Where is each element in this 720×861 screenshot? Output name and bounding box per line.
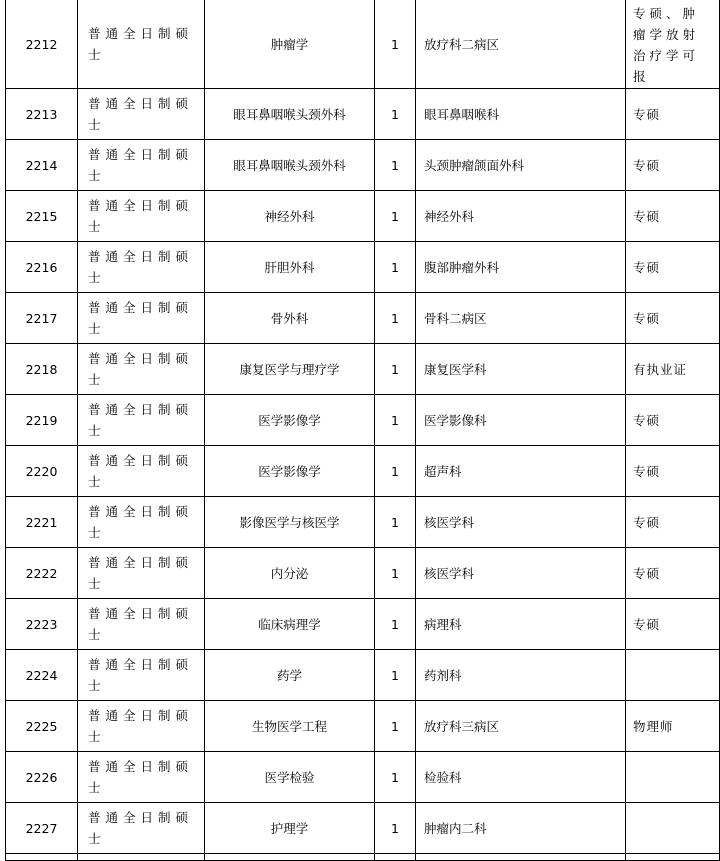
department-cell: 骨科二病区 [416, 293, 626, 344]
code-cell: 2221 [6, 497, 78, 548]
table-body [6, 0, 720, 861]
code-cell: 2214 [6, 140, 78, 191]
major-cell: 影像医学与核医学 [205, 497, 375, 548]
empty-cell [78, 854, 205, 861]
count-cell: 1 [375, 140, 416, 191]
study-type-cell: 普通全日制硕士 [78, 293, 205, 344]
note-cell: 专硕 [626, 293, 720, 344]
code-cell: 2225 [6, 701, 78, 752]
code-cell: 2217 [6, 293, 78, 344]
major-cell: 医学影像学 [205, 446, 375, 497]
note-cell: 专硕 [626, 89, 720, 140]
count-cell: 1 [375, 752, 416, 803]
table-row [6, 497, 720, 548]
count-cell: 1 [375, 650, 416, 701]
count-cell: 1 [375, 701, 416, 752]
study-type-cell: 普通全日制硕士 [78, 752, 205, 803]
major-cell: 肿瘤学 [205, 0, 375, 89]
major-cell: 眼耳鼻咽喉头颈外科 [205, 140, 375, 191]
major-cell: 骨外科 [205, 293, 375, 344]
department-cell: 头颈肿瘤颌面外科 [416, 140, 626, 191]
table-row [6, 548, 720, 599]
count-cell: 1 [375, 497, 416, 548]
study-type-cell: 普通全日制硕士 [78, 140, 205, 191]
count-cell: 1 [375, 803, 416, 854]
code-cell: 2218 [6, 344, 78, 395]
note-cell: 专硕、肿瘤学放射治疗学可报 [626, 0, 720, 89]
empty-cell [416, 854, 626, 861]
department-cell: 医学影像科 [416, 395, 626, 446]
study-type-cell: 普通全日制硕士 [78, 242, 205, 293]
department-cell: 康复医学科 [416, 344, 626, 395]
table-row [6, 650, 720, 701]
note-cell [626, 650, 720, 701]
major-cell: 神经外科 [205, 191, 375, 242]
department-cell: 眼耳鼻咽喉科 [416, 89, 626, 140]
department-cell: 肿瘤内二科 [416, 803, 626, 854]
table-row [6, 752, 720, 803]
note-cell: 专硕 [626, 548, 720, 599]
note-cell: 专硕 [626, 395, 720, 446]
major-cell: 医学检验 [205, 752, 375, 803]
major-cell: 临床病理学 [205, 599, 375, 650]
empty-cell [375, 854, 416, 861]
positions-table [5, 0, 720, 861]
note-cell: 专硕 [626, 242, 720, 293]
note-cell: 专硕 [626, 191, 720, 242]
major-cell: 肝胆外科 [205, 242, 375, 293]
code-cell: 2224 [6, 650, 78, 701]
note-cell: 专硕 [626, 446, 720, 497]
department-cell: 放疗科二病区 [416, 0, 626, 89]
department-cell: 药剂科 [416, 650, 626, 701]
code-cell: 2227 [6, 803, 78, 854]
department-cell: 检验科 [416, 752, 626, 803]
department-cell: 超声科 [416, 446, 626, 497]
table-row [6, 191, 720, 242]
study-type-cell: 普通全日制硕士 [78, 0, 205, 89]
study-type-cell: 普通全日制硕士 [78, 701, 205, 752]
count-cell: 1 [375, 89, 416, 140]
code-cell: 2213 [6, 89, 78, 140]
count-cell: 1 [375, 293, 416, 344]
major-cell: 药学 [205, 650, 375, 701]
count-cell: 1 [375, 191, 416, 242]
code-cell: 2222 [6, 548, 78, 599]
study-type-cell: 普通全日制硕士 [78, 497, 205, 548]
code-cell: 2215 [6, 191, 78, 242]
department-cell: 病理科 [416, 599, 626, 650]
major-cell: 眼耳鼻咽喉头颈外科 [205, 89, 375, 140]
note-cell: 专硕 [626, 140, 720, 191]
study-type-cell: 普通全日制硕士 [78, 599, 205, 650]
code-cell: 2212 [6, 0, 78, 89]
table-row [6, 140, 720, 191]
department-cell: 核医学科 [416, 548, 626, 599]
table-row [6, 701, 720, 752]
table-row [6, 344, 720, 395]
table-row [6, 0, 720, 89]
empty-cell [626, 854, 720, 861]
major-cell: 医学影像学 [205, 395, 375, 446]
study-type-cell: 普通全日制硕士 [78, 191, 205, 242]
major-cell: 内分泌 [205, 548, 375, 599]
note-cell [626, 752, 720, 803]
table-row-cut-off [6, 854, 720, 861]
department-cell: 放疗科三病区 [416, 701, 626, 752]
note-cell: 有执业证 [626, 344, 720, 395]
count-cell: 1 [375, 344, 416, 395]
note-cell: 专硕 [626, 599, 720, 650]
table-row [6, 89, 720, 140]
code-cell: 2219 [6, 395, 78, 446]
study-type-cell: 普通全日制硕士 [78, 89, 205, 140]
major-cell: 生物医学工程 [205, 701, 375, 752]
count-cell: 1 [375, 0, 416, 89]
table-row [6, 242, 720, 293]
count-cell: 1 [375, 242, 416, 293]
code-cell: 2220 [6, 446, 78, 497]
empty-cell [205, 854, 375, 861]
table-row [6, 293, 720, 344]
count-cell: 1 [375, 548, 416, 599]
table-row [6, 803, 720, 854]
code-cell: 2226 [6, 752, 78, 803]
table-row [6, 599, 720, 650]
study-type-cell: 普通全日制硕士 [78, 344, 205, 395]
code-cell: 2216 [6, 242, 78, 293]
department-cell: 神经外科 [416, 191, 626, 242]
empty-cell [6, 854, 78, 861]
study-type-cell: 普通全日制硕士 [78, 803, 205, 854]
table-row [6, 395, 720, 446]
note-cell: 专硕 [626, 497, 720, 548]
study-type-cell: 普通全日制硕士 [78, 446, 205, 497]
department-cell: 腹部肿瘤外科 [416, 242, 626, 293]
study-type-cell: 普通全日制硕士 [78, 650, 205, 701]
department-cell: 核医学科 [416, 497, 626, 548]
major-cell: 康复医学与理疗学 [205, 344, 375, 395]
study-type-cell: 普通全日制硕士 [78, 548, 205, 599]
study-type-cell: 普通全日制硕士 [78, 395, 205, 446]
table-row [6, 446, 720, 497]
count-cell: 1 [375, 395, 416, 446]
count-cell: 1 [375, 446, 416, 497]
code-cell: 2223 [6, 599, 78, 650]
note-cell: 物理师 [626, 701, 720, 752]
major-cell: 护理学 [205, 803, 375, 854]
note-cell [626, 803, 720, 854]
count-cell: 1 [375, 599, 416, 650]
